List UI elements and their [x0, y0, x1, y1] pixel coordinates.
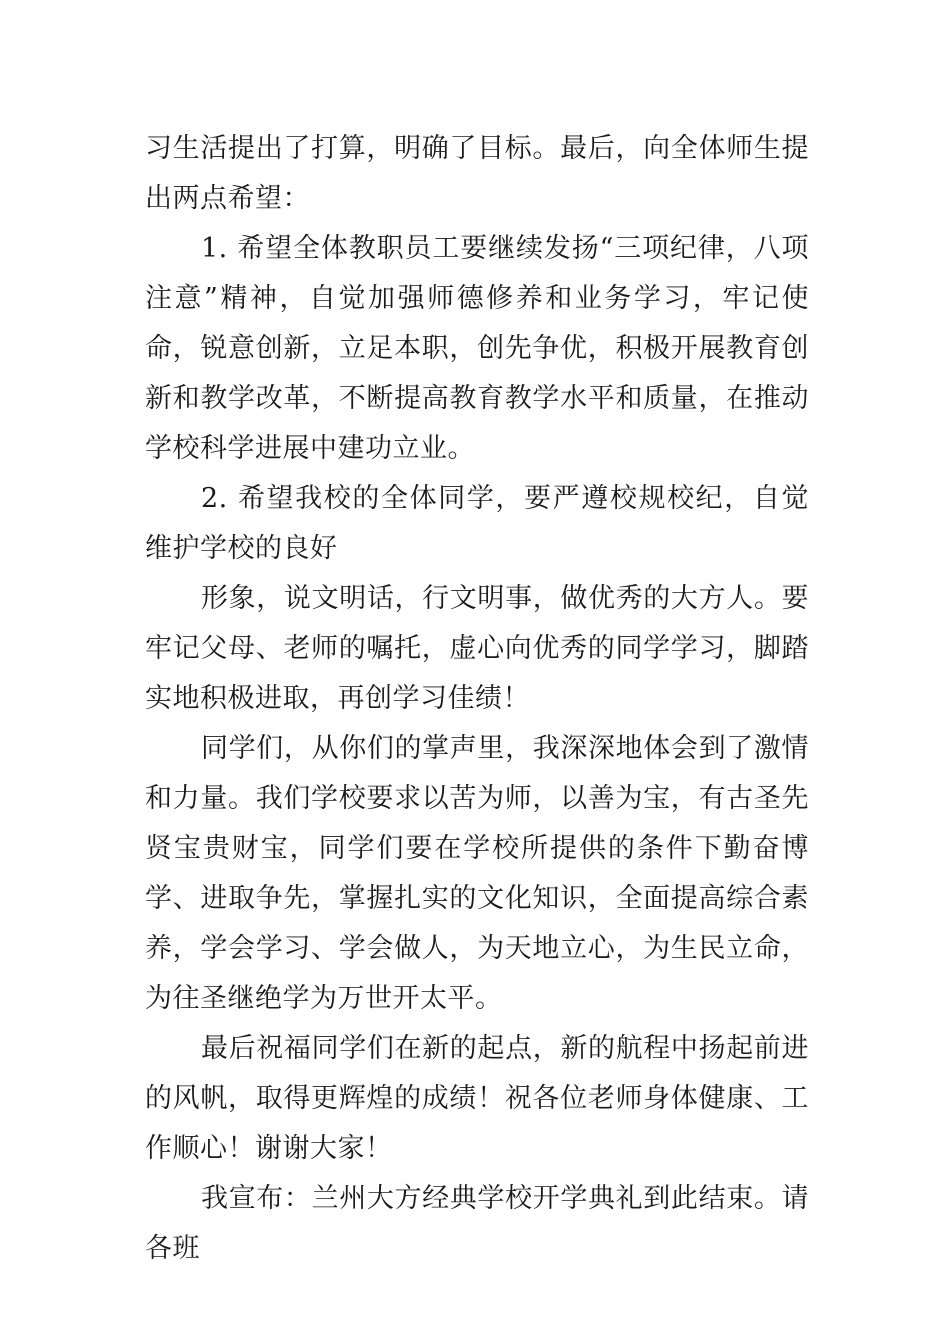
paragraph-hope-students: 2. 希望我校的全体同学，要严遵校规校纪，自觉维护学校的良好	[145, 483, 809, 564]
paragraph-hope-staff: 1. 希望全体教职员工要继续发扬“三项纪律，八项注意”精神，自觉加强师德修养和业务学习，牢记使命，锐意创新，立足本职，创先争优，积极开展教育创新和教学改革，不断提高教育教学水平和质量，在推动学校科学进展中建功立业。	[145, 233, 809, 464]
paragraph-hope-students-continued: 形象，说文明话，行文明事，做优秀的大方人。要牢记父母、老师的嘱托，虚心向优秀的同学学习，脚踏实地积极进取，再创学习佳绩！	[145, 583, 809, 714]
paragraph-closing-announcement: 我宣布：兰州大方经典学校开学典礼到此结束。请各班	[145, 1183, 809, 1264]
paragraph-blessing: 最后祝福同学们在新的起点，新的航程中扬起前进的风帆，取得更辉煌的成绩！祝各位老师身体健康、工作顺心！谢谢大家！	[145, 1033, 809, 1164]
paragraph-intro-continuation: 习生活提出了打算，明确了目标。最后，向全体师生提出两点希望：	[145, 133, 809, 214]
body-text	[145, 124, 809, 1274]
paragraph-students-address: 同学们，从你们的掌声里，我深深地体会到了激情和力量。我们学校要求以苦为师，以善为宝，有古圣先贤宝贵财宝，同学们要在学校所提供的条件下勤奋博学、进取争先，掌握扎实的文化知识，全面提高综合素养，学会学习、学会做人，为天地立心，为生民立命，为往圣继绝学为万世开太平。	[145, 733, 809, 1014]
